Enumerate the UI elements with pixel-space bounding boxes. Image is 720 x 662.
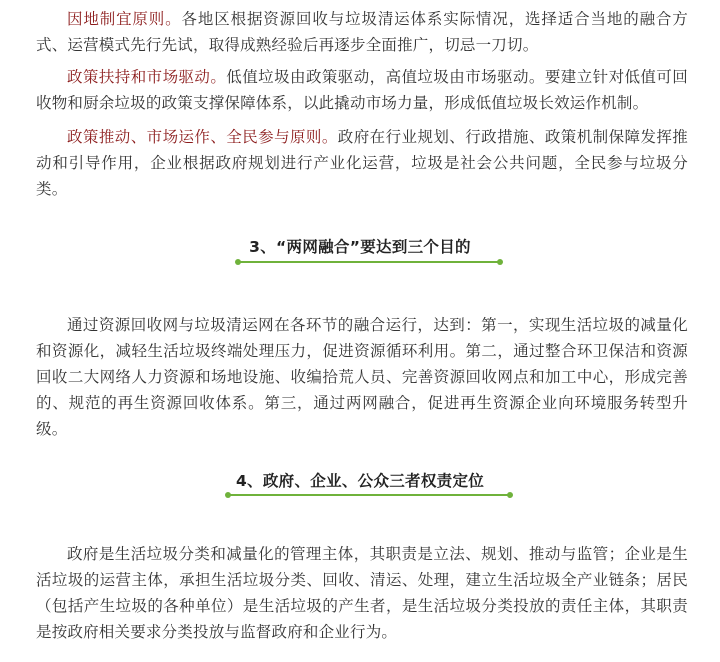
section-heading [0, 236, 720, 258]
underline-dot-left [235, 259, 241, 265]
underline-dot-left [225, 492, 231, 498]
principle-highlight: 政策推动、市场运作、全民参与原则。 [67, 128, 338, 146]
principle-paragraph [36, 6, 688, 58]
section-heading [0, 470, 720, 492]
principle-text: 政府在行业规划、行政措施、政策机制保障发挥推动和引导作用，企业根据政府规划进行产业化运营，垃圾是社会公共问题，全民参与垃圾分类。 [36, 128, 688, 198]
heading-underline [228, 494, 510, 496]
section-paragraph: 通过资源回收网与垃圾清运网在各环节的融合运行，达到：第一，实现生活垃圾的减量化和资源化，减轻生活垃圾终端处理压力，促进资源循环利用。第二，通过整合环卫保洁和资源回收二大网络人力资源和场地设施、收编拾荒人员、完善资源回收网点和加工中心，形成完善的、规范的再生资源回收体系。第三，通过两网融合，促进再生资源企业向环境服务转型升级。 [36, 316, 688, 438]
section-heading-title: 3、“两网融合”要达到三个目的 [249, 238, 471, 256]
principle-paragraph [36, 124, 688, 202]
heading-underline [238, 261, 500, 263]
principle-text: 各地区根据资源回收与垃圾清运体系实际情况，选择适合当地的融合方式、运营模式先行先试，取得成熟经验后再逐步全面推广，切忌一刀切。 [36, 10, 688, 54]
underline-dot-right [507, 492, 513, 498]
principle-highlight: 因地制宜原则。 [67, 10, 182, 28]
principle-paragraph [36, 64, 688, 116]
principle-highlight: 政策扶持和市场驱动。 [67, 68, 227, 86]
underline-dot-right [497, 259, 503, 265]
section-paragraph: 政府是生活垃圾分类和减量化的管理主体，其职责是立法、规划、推动与监管；企业是生活垃圾的运营主体，承担生活垃圾分类、回收、清运、处理，建立生活垃圾全产业链条；居民（包括产生垃圾的各种单位）是生活垃圾的产生者，是生活垃圾分类投放的责任主体，其职责是按政府相关要求分类投放与监督政府和企业行为。 [36, 545, 688, 641]
principle-text: 低值垃圾由政策驱动，高值垃圾由市场驱动。要建立针对低值可回收物和厨余垃圾的政策支撑保障体系，以此撬动市场力量，形成低值垃圾长效运作机制。 [36, 68, 688, 112]
section-heading-title: 4、政府、企业、公众三者权责定位 [235, 472, 485, 490]
